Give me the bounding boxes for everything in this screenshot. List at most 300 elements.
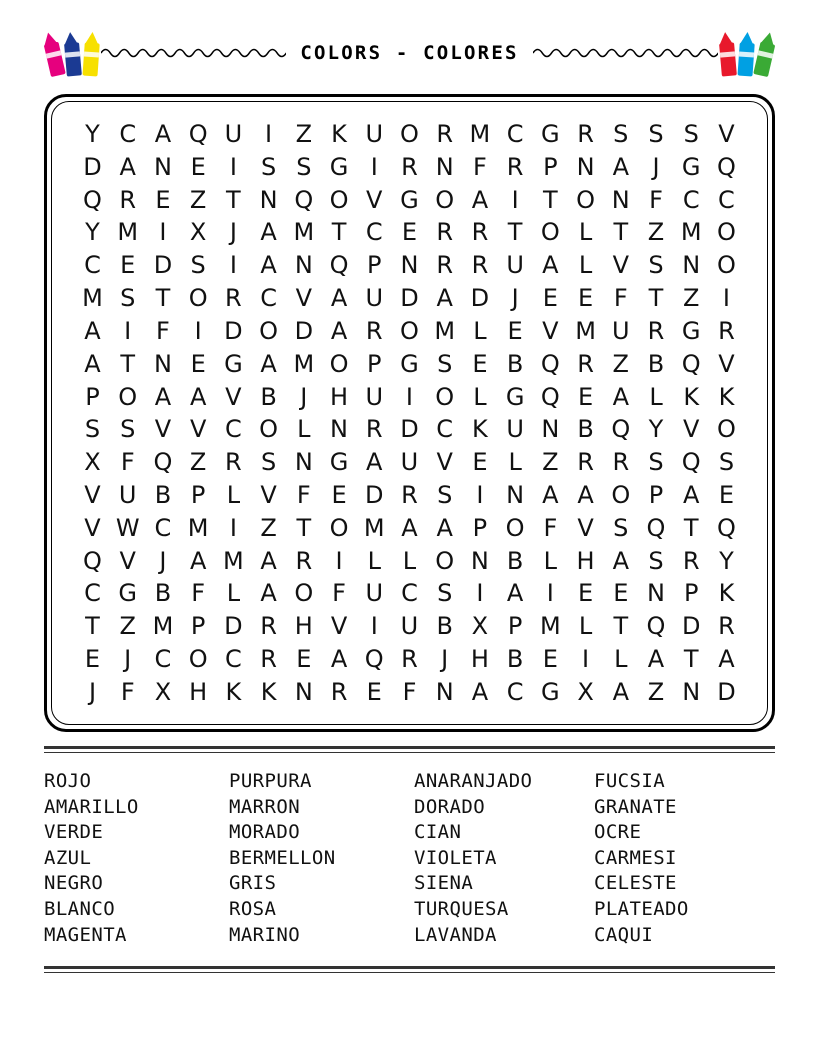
grid-letter[interactable]: R bbox=[225, 448, 242, 477]
grid-letter[interactable]: N bbox=[330, 415, 348, 444]
grid-letter[interactable]: V bbox=[260, 480, 277, 509]
grid-letter[interactable]: F bbox=[402, 677, 417, 706]
grid-letter[interactable]: J bbox=[88, 677, 97, 706]
grid-letter[interactable]: R bbox=[436, 218, 454, 247]
grid-letter[interactable]: I bbox=[582, 645, 590, 673]
grid-letter[interactable]: P bbox=[507, 612, 523, 641]
grid-letter[interactable]: D bbox=[400, 284, 419, 313]
grid-letter[interactable]: J bbox=[652, 152, 660, 181]
grid-letter[interactable]: L bbox=[649, 382, 663, 411]
grid-letter[interactable]: M bbox=[187, 513, 209, 542]
grid-letter[interactable]: A bbox=[542, 251, 559, 280]
grid-letter[interactable]: L bbox=[226, 579, 241, 608]
grid-letter[interactable]: O bbox=[716, 415, 736, 444]
grid-letter[interactable]: A bbox=[612, 152, 629, 181]
grid-letter[interactable]: N bbox=[647, 579, 665, 608]
grid-letter[interactable]: M bbox=[680, 218, 702, 247]
grid-letter[interactable]: L bbox=[473, 382, 487, 411]
grid-letter[interactable]: Z bbox=[612, 349, 629, 378]
grid-letter[interactable]: E bbox=[472, 349, 488, 378]
grid-letter[interactable]: J bbox=[229, 218, 237, 247]
grid-letter[interactable]: E bbox=[542, 284, 558, 313]
grid-letter[interactable]: E bbox=[120, 251, 136, 280]
grid-letter[interactable]: V bbox=[84, 513, 101, 542]
grid-letter[interactable]: C bbox=[436, 415, 454, 444]
word-list-item[interactable]: CIAN bbox=[414, 821, 462, 844]
grid-letter[interactable]: N bbox=[611, 185, 630, 214]
grid-letter[interactable]: C bbox=[224, 645, 242, 673]
grid-letter[interactable]: R bbox=[577, 120, 594, 148]
grid-letter[interactable]: V bbox=[577, 513, 594, 542]
grid-letter[interactable]: C bbox=[154, 513, 172, 542]
grid-letter[interactable]: S bbox=[648, 251, 664, 280]
grid-letter[interactable]: F bbox=[191, 579, 206, 608]
grid-letter[interactable]: P bbox=[367, 349, 382, 378]
grid-letter[interactable]: U bbox=[365, 382, 384, 411]
grid-letter[interactable]: F bbox=[473, 152, 487, 181]
grid-letter[interactable]: E bbox=[331, 480, 347, 509]
grid-letter[interactable]: A bbox=[189, 546, 207, 575]
grid-letter[interactable]: N bbox=[294, 448, 313, 477]
word-list-item[interactable]: GRANATE bbox=[594, 795, 677, 818]
grid-letter[interactable]: V bbox=[295, 284, 313, 313]
word-list-item[interactable]: GRIS bbox=[229, 872, 277, 895]
grid-letter[interactable]: A bbox=[612, 546, 629, 575]
grid-letter[interactable]: M bbox=[223, 546, 244, 575]
grid-letter[interactable]: G bbox=[400, 349, 419, 378]
grid-letter[interactable]: N bbox=[153, 152, 172, 181]
word-list-item[interactable]: MORADO bbox=[229, 821, 301, 844]
grid-letter[interactable]: X bbox=[189, 218, 207, 247]
grid-letter[interactable]: L bbox=[578, 251, 593, 280]
word-list-item[interactable]: BLANCO bbox=[44, 897, 116, 920]
grid-letter[interactable]: R bbox=[260, 612, 277, 641]
grid-letter[interactable]: N bbox=[259, 185, 278, 214]
word-list-item[interactable]: VERDE bbox=[44, 821, 104, 844]
grid-letter[interactable]: H bbox=[330, 382, 349, 411]
grid-letter[interactable]: W bbox=[115, 513, 140, 542]
grid-letter[interactable]: V bbox=[189, 415, 207, 444]
grid-letter[interactable]: V bbox=[225, 382, 242, 411]
word-list-item[interactable]: CAQUI bbox=[594, 923, 654, 946]
grid-letter[interactable]: J bbox=[300, 382, 308, 411]
grid-letter[interactable]: A bbox=[612, 677, 629, 706]
grid-letter[interactable]: Q bbox=[681, 349, 701, 378]
grid-letter[interactable]: O bbox=[540, 218, 560, 247]
grid-letter[interactable]: M bbox=[117, 218, 139, 247]
grid-letter[interactable]: I bbox=[370, 612, 378, 641]
grid-letter[interactable]: E bbox=[155, 185, 171, 214]
grid-letter[interactable]: O bbox=[611, 480, 631, 509]
grid-letter[interactable]: P bbox=[472, 513, 488, 542]
grid-letter[interactable]: M bbox=[575, 316, 596, 345]
grid-letter[interactable]: K bbox=[683, 382, 700, 411]
grid-letter[interactable]: N bbox=[470, 546, 489, 575]
word-list-item[interactable]: FUCSIA bbox=[594, 770, 666, 792]
word-list-item[interactable]: CELESTE bbox=[594, 872, 677, 895]
grid-letter[interactable]: N bbox=[682, 677, 701, 706]
grid-letter[interactable]: I bbox=[159, 218, 167, 247]
grid-letter[interactable]: Y bbox=[719, 546, 734, 575]
grid-letter[interactable]: S bbox=[683, 120, 699, 148]
grid-letter[interactable]: U bbox=[400, 448, 419, 477]
grid-letter[interactable]: S bbox=[260, 152, 277, 181]
grid-letter[interactable]: A bbox=[260, 251, 277, 280]
grid-letter[interactable]: Z bbox=[295, 120, 313, 148]
grid-letter[interactable]: R bbox=[506, 152, 524, 181]
grid-letter[interactable]: U bbox=[365, 579, 384, 608]
grid-letter[interactable]: N bbox=[153, 349, 172, 378]
grid-letter[interactable]: E bbox=[296, 645, 312, 673]
grid-letter[interactable]: O bbox=[259, 415, 279, 444]
grid-letter[interactable]: R bbox=[647, 316, 665, 345]
grid-letter[interactable]: L bbox=[614, 645, 628, 673]
grid-letter[interactable]: S bbox=[437, 480, 453, 509]
grid-letter[interactable]: T bbox=[613, 218, 629, 247]
grid-letter[interactable]: N bbox=[294, 677, 313, 706]
grid-letter[interactable]: E bbox=[577, 284, 594, 313]
grid-letter[interactable]: O bbox=[576, 185, 595, 214]
grid-letter[interactable]: K bbox=[225, 677, 242, 706]
grid-letter[interactable]: G bbox=[681, 152, 701, 181]
grid-letter[interactable]: I bbox=[511, 185, 519, 214]
grid-letter[interactable]: P bbox=[367, 251, 382, 280]
grid-letter[interactable]: P bbox=[543, 152, 558, 181]
grid-letter[interactable]: A bbox=[260, 218, 277, 247]
grid-letter[interactable]: B bbox=[577, 415, 594, 444]
word-list-item[interactable]: ANARANJADO bbox=[414, 770, 533, 792]
grid-letter[interactable]: Q bbox=[83, 546, 102, 575]
word-list-item[interactable]: ROJO bbox=[44, 770, 92, 792]
grid-letter[interactable]: K bbox=[472, 415, 488, 444]
grid-letter[interactable]: U bbox=[224, 120, 243, 148]
grid-letter[interactable]: D bbox=[681, 612, 701, 641]
grid-letter[interactable]: R bbox=[225, 284, 242, 313]
grid-letter[interactable]: S bbox=[437, 349, 453, 378]
grid-letter[interactable]: K bbox=[260, 677, 277, 706]
grid-letter[interactable]: T bbox=[543, 185, 558, 214]
grid-letter[interactable]: V bbox=[436, 448, 453, 477]
grid-letter[interactable]: Z bbox=[542, 448, 559, 477]
grid-letter[interactable]: I bbox=[229, 152, 237, 181]
grid-letter[interactable]: N bbox=[682, 251, 701, 280]
grid-letter[interactable]: C bbox=[506, 120, 524, 148]
word-list-item[interactable]: MAGENTA bbox=[44, 923, 127, 946]
grid-letter[interactable]: A bbox=[366, 448, 383, 477]
grid-letter[interactable]: R bbox=[718, 612, 735, 641]
grid-letter[interactable]: Y bbox=[85, 120, 100, 148]
grid-letter[interactable]: S bbox=[648, 120, 664, 148]
grid-letter[interactable]: T bbox=[683, 513, 699, 542]
grid-letter[interactable]: U bbox=[611, 316, 630, 345]
grid-letter[interactable]: U bbox=[365, 284, 384, 313]
grid-letter[interactable]: F bbox=[296, 480, 311, 509]
grid-letter[interactable]: M bbox=[434, 316, 456, 345]
grid-letter[interactable]: B bbox=[647, 349, 665, 378]
grid-letter[interactable]: R bbox=[718, 316, 735, 345]
grid-letter[interactable]: O bbox=[435, 185, 455, 214]
grid-letter[interactable]: Q bbox=[153, 448, 173, 477]
word-list-item[interactable]: LAVANDA bbox=[414, 923, 497, 946]
word-list-item[interactable]: MARINO bbox=[229, 923, 301, 946]
grid-letter[interactable]: L bbox=[473, 316, 487, 345]
grid-letter[interactable]: R bbox=[612, 448, 630, 477]
grid-letter[interactable]: B bbox=[506, 546, 524, 575]
grid-letter[interactable]: A bbox=[260, 349, 277, 378]
grid-letter[interactable]: I bbox=[546, 579, 554, 608]
grid-letter[interactable]: G bbox=[400, 185, 419, 214]
grid-letter[interactable]: T bbox=[85, 612, 100, 641]
grid-letter[interactable]: R bbox=[119, 185, 137, 214]
grid-letter[interactable]: U bbox=[400, 612, 419, 641]
grid-letter[interactable]: C bbox=[84, 251, 101, 280]
grid-letter[interactable]: P bbox=[190, 612, 206, 641]
grid-letter[interactable]: N bbox=[506, 480, 525, 509]
grid-letter[interactable]: R bbox=[577, 349, 594, 378]
grid-letter[interactable]: A bbox=[189, 382, 207, 411]
grid-letter[interactable]: A bbox=[506, 579, 524, 608]
grid-letter[interactable]: C bbox=[718, 185, 735, 214]
grid-letter[interactable]: S bbox=[648, 546, 664, 575]
word-list-item[interactable]: DORADO bbox=[414, 795, 486, 818]
grid-letter[interactable]: L bbox=[402, 546, 417, 575]
grid-letter[interactable]: M bbox=[293, 218, 315, 247]
grid-letter[interactable]: H bbox=[576, 546, 595, 575]
word-list-item[interactable]: NEGRO bbox=[44, 872, 104, 895]
grid-letter[interactable]: O bbox=[118, 382, 138, 411]
grid-letter[interactable]: H bbox=[189, 677, 208, 706]
grid-letter[interactable]: D bbox=[83, 152, 102, 181]
grid-letter[interactable]: O bbox=[716, 218, 736, 247]
grid-letter[interactable]: L bbox=[508, 448, 522, 477]
grid-letter[interactable]: U bbox=[118, 480, 137, 509]
grid-letter[interactable]: S bbox=[718, 448, 735, 477]
grid-letter[interactable]: R bbox=[365, 415, 383, 444]
grid-letter[interactable]: D bbox=[470, 284, 490, 313]
grid-letter[interactable]: A bbox=[542, 480, 559, 509]
grid-letter[interactable]: I bbox=[476, 480, 484, 509]
grid-letter[interactable]: B bbox=[436, 612, 453, 641]
grid-letter[interactable]: D bbox=[365, 480, 384, 509]
grid-letter[interactable]: K bbox=[718, 579, 735, 608]
grid-letter[interactable]: O bbox=[400, 120, 419, 148]
word-list-item[interactable]: PLATEADO bbox=[594, 897, 689, 920]
grid-letter[interactable]: S bbox=[120, 284, 136, 313]
grid-letter[interactable]: A bbox=[330, 645, 348, 673]
grid-letter[interactable]: I bbox=[229, 251, 237, 280]
grid-letter[interactable]: J bbox=[441, 645, 449, 673]
grid-letter[interactable]: R bbox=[401, 645, 418, 673]
grid-letter[interactable]: F bbox=[649, 185, 663, 214]
grid-letter[interactable]: B bbox=[506, 645, 524, 673]
word-list-item[interactable]: TURQUESA bbox=[414, 897, 509, 920]
grid-letter[interactable]: Q bbox=[540, 349, 560, 378]
grid-letter[interactable]: T bbox=[648, 284, 664, 313]
grid-letter[interactable]: A bbox=[84, 349, 101, 378]
grid-letter[interactable]: O bbox=[188, 284, 208, 313]
grid-letter[interactable]: I bbox=[405, 382, 413, 411]
grid-letter[interactable]: E bbox=[613, 579, 629, 608]
grid-letter[interactable]: I bbox=[124, 316, 132, 345]
grid-letter[interactable]: C bbox=[365, 218, 383, 247]
grid-letter[interactable]: N bbox=[541, 415, 560, 444]
grid-letter[interactable]: F bbox=[613, 284, 628, 313]
grid-letter[interactable]: C bbox=[506, 677, 524, 706]
grid-letter[interactable]: Q bbox=[540, 382, 560, 411]
grid-letter[interactable]: Z bbox=[189, 448, 207, 477]
grid-letter[interactable]: Y bbox=[648, 415, 664, 444]
grid-letter[interactable]: O bbox=[716, 251, 736, 280]
grid-letter[interactable]: S bbox=[437, 579, 453, 608]
grid-letter[interactable]: P bbox=[190, 480, 206, 509]
grid-letter[interactable]: X bbox=[154, 677, 172, 706]
grid-letter[interactable]: R bbox=[577, 448, 594, 477]
grid-letter[interactable]: G bbox=[224, 349, 243, 378]
grid-letter[interactable]: Q bbox=[364, 645, 384, 673]
grid-letter[interactable]: L bbox=[367, 546, 381, 575]
grid-letter[interactable]: M bbox=[293, 349, 315, 378]
grid-letter[interactable]: O bbox=[294, 579, 314, 608]
grid-letter[interactable]: I bbox=[335, 546, 343, 575]
grid-letter[interactable]: T bbox=[155, 284, 171, 313]
grid-letter[interactable]: P bbox=[683, 579, 699, 608]
grid-letter[interactable]: C bbox=[84, 579, 101, 608]
grid-letter[interactable]: A bbox=[330, 284, 348, 313]
grid-letter[interactable]: S bbox=[613, 120, 629, 148]
word-list-item[interactable]: MARRON bbox=[229, 795, 301, 818]
grid-letter[interactable]: V bbox=[683, 415, 700, 444]
grid-letter[interactable]: N bbox=[576, 152, 595, 181]
grid-letter[interactable]: N bbox=[435, 152, 454, 181]
grid-letter[interactable]: B bbox=[260, 382, 277, 411]
grid-letter[interactable]: O bbox=[329, 349, 349, 378]
grid-letter[interactable]: G bbox=[329, 448, 349, 477]
grid-letter[interactable]: V bbox=[366, 185, 383, 214]
grid-letter[interactable]: O bbox=[259, 316, 279, 345]
grid-letter[interactable]: O bbox=[400, 316, 419, 345]
grid-letter[interactable]: D bbox=[717, 677, 736, 706]
word-list-item[interactable]: PURPURA bbox=[229, 770, 312, 792]
grid-letter[interactable]: Y bbox=[85, 218, 100, 247]
grid-letter[interactable]: E bbox=[507, 316, 523, 345]
grid-letter[interactable]: Q bbox=[646, 612, 666, 641]
grid-letter[interactable]: V bbox=[154, 415, 172, 444]
grid-letter[interactable]: R bbox=[401, 152, 418, 181]
grid-letter[interactable]: S bbox=[648, 448, 664, 477]
grid-letter[interactable]: J bbox=[511, 284, 519, 313]
grid-letter[interactable]: E bbox=[472, 448, 488, 477]
grid-letter[interactable]: X bbox=[84, 448, 101, 477]
grid-letter[interactable]: E bbox=[401, 218, 418, 247]
word-list-item[interactable]: CARMESI bbox=[594, 846, 677, 869]
grid-letter[interactable]: I bbox=[265, 120, 273, 148]
grid-letter[interactable]: L bbox=[226, 480, 241, 509]
grid-letter[interactable]: G bbox=[118, 579, 138, 608]
grid-letter[interactable]: C bbox=[401, 579, 418, 608]
grid-letter[interactable]: A bbox=[612, 382, 629, 411]
grid-letter[interactable]: F bbox=[332, 579, 346, 608]
grid-letter[interactable]: A bbox=[260, 546, 277, 575]
grid-letter[interactable]: D bbox=[224, 612, 243, 641]
grid-letter[interactable]: J bbox=[159, 546, 167, 575]
grid-letter[interactable]: S bbox=[84, 415, 101, 444]
grid-letter[interactable]: C bbox=[224, 415, 242, 444]
grid-letter[interactable]: A bbox=[471, 185, 489, 214]
grid-letter[interactable]: U bbox=[506, 251, 524, 280]
grid-letter[interactable]: A bbox=[119, 152, 136, 181]
grid-letter[interactable]: E bbox=[190, 349, 206, 378]
grid-letter[interactable]: T bbox=[683, 645, 699, 673]
grid-letter[interactable]: N bbox=[400, 251, 419, 280]
grid-letter[interactable]: A bbox=[84, 316, 101, 345]
grid-letter[interactable]: T bbox=[120, 349, 136, 378]
grid-letter[interactable]: V bbox=[119, 546, 136, 575]
grid-letter[interactable]: E bbox=[366, 677, 382, 706]
grid-letter[interactable]: B bbox=[154, 579, 172, 608]
grid-letter[interactable]: T bbox=[226, 185, 241, 214]
grid-letter[interactable]: P bbox=[85, 382, 100, 411]
grid-letter[interactable]: R bbox=[682, 546, 700, 575]
grid-letter[interactable]: V bbox=[718, 120, 735, 148]
grid-letter[interactable]: E bbox=[190, 152, 206, 181]
grid-letter[interactable]: D bbox=[400, 415, 419, 444]
grid-letter[interactable]: I bbox=[476, 579, 484, 608]
grid-letter[interactable]: G bbox=[681, 316, 701, 345]
grid-letter[interactable]: Z bbox=[189, 185, 207, 214]
grid-letter[interactable]: S bbox=[613, 513, 629, 542]
grid-letter[interactable]: T bbox=[613, 612, 629, 641]
grid-letter[interactable]: R bbox=[471, 218, 489, 247]
grid-letter[interactable]: R bbox=[260, 645, 277, 673]
grid-letter[interactable]: F bbox=[120, 677, 135, 706]
grid-letter[interactable]: B bbox=[154, 480, 172, 509]
grid-letter[interactable]: L bbox=[578, 612, 593, 641]
grid-letter[interactable]: O bbox=[188, 645, 208, 673]
grid-letter[interactable]: R bbox=[401, 480, 418, 509]
grid-letter[interactable]: V bbox=[718, 349, 735, 378]
grid-letter[interactable]: A bbox=[647, 645, 665, 673]
grid-letter[interactable]: C bbox=[260, 284, 277, 313]
grid-letter[interactable]: H bbox=[294, 612, 313, 641]
grid-letter[interactable]: A bbox=[330, 316, 348, 345]
grid-letter[interactable]: E bbox=[542, 645, 558, 673]
grid-letter[interactable]: Q bbox=[83, 185, 102, 214]
grid-letter[interactable]: L bbox=[297, 415, 311, 444]
grid-letter[interactable]: C bbox=[682, 185, 700, 214]
grid-letter[interactable]: Q bbox=[681, 448, 701, 477]
grid-letter[interactable]: D bbox=[153, 251, 173, 280]
word-list-item[interactable]: BERMELLON bbox=[229, 846, 336, 869]
grid-letter[interactable]: F bbox=[156, 316, 170, 345]
grid-letter[interactable]: N bbox=[435, 677, 454, 706]
grid-letter[interactable]: C bbox=[119, 120, 137, 148]
grid-letter[interactable]: A bbox=[260, 579, 277, 608]
grid-letter[interactable]: A bbox=[436, 284, 453, 313]
grid-letter[interactable]: U bbox=[365, 120, 384, 148]
grid-letter[interactable]: M bbox=[363, 513, 385, 542]
grid-letter[interactable]: R bbox=[330, 677, 348, 706]
grid-letter[interactable]: R bbox=[471, 251, 489, 280]
grid-letter[interactable]: V bbox=[330, 612, 348, 641]
grid-letter[interactable]: M bbox=[82, 284, 103, 313]
grid-letter[interactable]: B bbox=[506, 349, 524, 378]
word-list-item[interactable]: ROSA bbox=[229, 897, 277, 920]
grid-letter[interactable]: A bbox=[471, 677, 489, 706]
grid-letter[interactable]: R bbox=[365, 316, 383, 345]
grid-letter[interactable]: O bbox=[329, 513, 349, 542]
grid-letter[interactable]: Q bbox=[188, 120, 208, 148]
grid-letter[interactable]: Z bbox=[647, 677, 665, 706]
